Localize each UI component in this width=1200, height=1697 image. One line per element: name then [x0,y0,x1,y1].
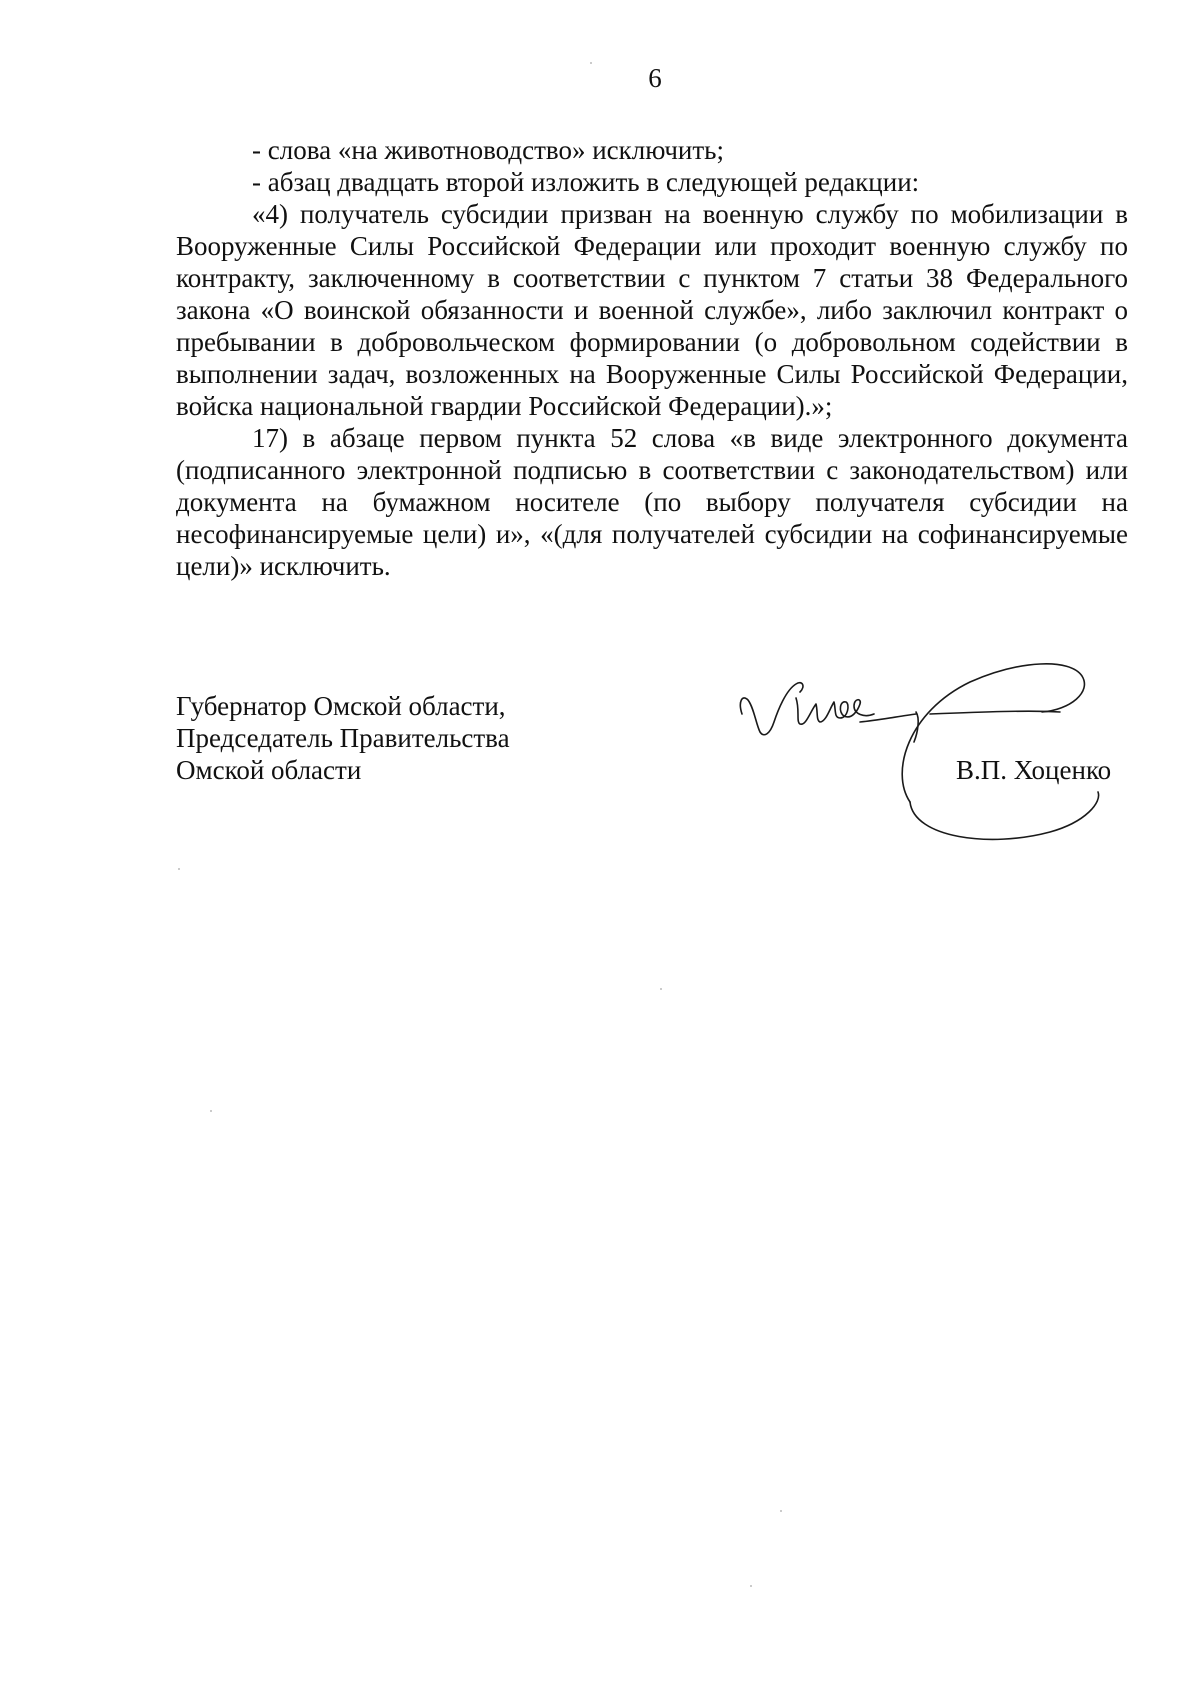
paragraph-words-excluded: - слова «на животноводство» исключить; [252,135,724,165]
scan-speck [780,1510,782,1512]
scan-speck [660,988,662,990]
paragraph-item-17: 17) в абзаце первом пункта 52 слова «в виде электронного документа (подписанного электронной подписью в соответствии с законодательством) или документа на бумажном носителе (по выбору получателя субсидии на несофинансируемые цели) и», «(для получателей субсидии на софинансируемые цели)» исключить. [176,423,1128,581]
paragraph-item-4: «4) получатель субсидии призван на военную службу по мобилизации в Вооруженные Силы Российской Федерации или проходит военную службу по контракту, заключенному в соответствии с пунктом 7 статьи 38 Федерального закона «О воинской обязанности и военной службе», либо заключил контракт о пребывании в добровольческом формировании (о добровольном содействии в выполнении задач, возложенных на Вооруженные Силы Российской Федерации, войска национальной гвардии Российской Федерации).»; [176,199,1128,421]
scan-speck [590,62,592,64]
signatory-title-line: Председатель Правительства [176,723,510,753]
scan-speck [210,1110,212,1112]
signatory-name: В.П. Хоценко [956,755,1112,785]
scan-speck [178,868,180,870]
scan-speck [750,1585,752,1587]
signatory-title-line: Омской области [176,755,362,785]
document-body [176,134,1128,582]
handwritten-signature [730,652,1130,852]
signatory-title [176,690,656,786]
paragraph-new-wording-intro: - абзац двадцать второй изложить в следующей редакции: [252,167,920,197]
page-number: 6 [648,63,662,93]
signatory-title-line: Губернатор Омской области, [176,691,506,721]
